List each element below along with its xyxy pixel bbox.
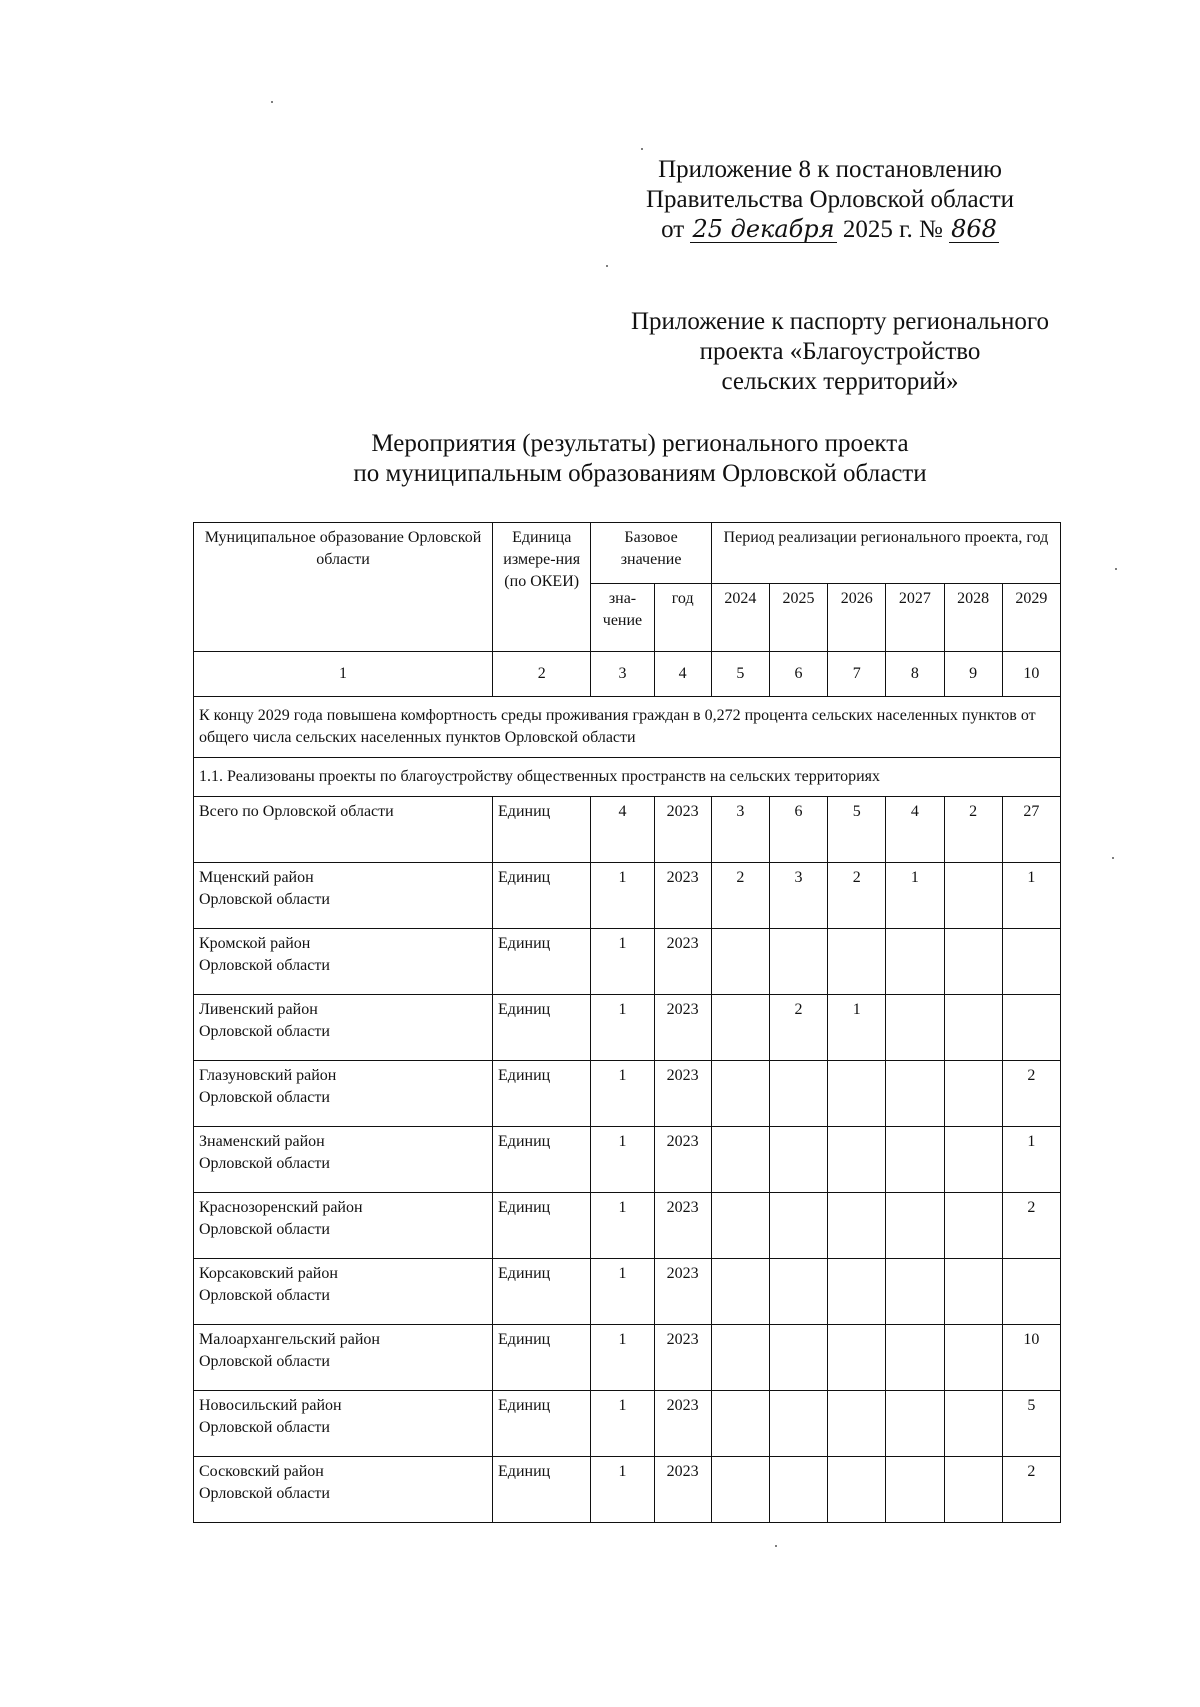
table-row	[194, 929, 1061, 995]
value-cell	[944, 1127, 1002, 1193]
value-cell: 2023	[654, 1325, 711, 1391]
title-line-2: по муниципальным образованиям Орловской области	[353, 460, 927, 487]
value-cell: 2	[1002, 1061, 1060, 1127]
municipality-cell: Кромской район Орловской области	[194, 929, 493, 995]
table-row	[194, 797, 1061, 863]
value-cell: 6	[769, 797, 827, 863]
municipality-cell: Знаменский район Орловской области	[194, 1127, 493, 1193]
col-number: 5	[711, 652, 769, 697]
municipality-cell: Краснозоренский район Орловской области	[194, 1193, 493, 1259]
col-number: 6	[769, 652, 827, 697]
municipality-cell: Малоархангельский район Орловской области	[194, 1325, 493, 1391]
table-row	[194, 1457, 1061, 1523]
value-cell: 1	[591, 1391, 654, 1457]
unit-cell: Единиц	[493, 995, 591, 1061]
scan-speck	[775, 1545, 777, 1547]
value-cell: 5	[828, 797, 886, 863]
unit-cell: Единиц	[493, 863, 591, 929]
value-cell	[828, 1193, 886, 1259]
annex-line-1: Приложение 8 к постановлению	[658, 156, 1002, 183]
col-header-unit: Единица измере-ния (по ОКЕИ)	[493, 523, 591, 652]
value-cell	[769, 1391, 827, 1457]
value-cell	[711, 1391, 769, 1457]
col-header-period: Период реализации регионального проекта, год	[711, 523, 1060, 584]
value-cell	[828, 1457, 886, 1523]
value-cell: 4	[591, 797, 654, 863]
col-header-year-2025: 2025	[769, 584, 827, 652]
value-cell: 2	[944, 797, 1002, 863]
handwritten-date: 25 декабря	[692, 215, 835, 243]
value-cell: 1	[591, 929, 654, 995]
col-header-municipality: Муниципальное образование Орловской области	[194, 523, 493, 652]
value-cell	[944, 1259, 1002, 1325]
col-number: 10	[1002, 652, 1060, 697]
value-cell	[711, 995, 769, 1061]
municipality-cell: Ливенский район Орловской области	[194, 995, 493, 1061]
col-number: 7	[828, 652, 886, 697]
passport-line-2: проекта «Благоустройство	[699, 338, 981, 365]
results-table	[193, 522, 1061, 1523]
value-cell: 2023	[654, 1127, 711, 1193]
value-cell: 2	[1002, 1193, 1060, 1259]
col-header-year-2029: 2029	[1002, 584, 1060, 652]
value-cell: 2023	[654, 1391, 711, 1457]
value-cell: 1	[591, 995, 654, 1061]
col-header-base: Базовое значение	[591, 523, 711, 584]
unit-cell: Единиц	[493, 1259, 591, 1325]
value-cell: 2	[1002, 1457, 1060, 1523]
value-cell	[1002, 1259, 1060, 1325]
value-cell	[944, 1457, 1002, 1523]
annex-date-line	[610, 215, 1050, 245]
handwritten-number: 868	[951, 215, 997, 243]
value-cell	[769, 1259, 827, 1325]
unit-cell: Единиц	[493, 1325, 591, 1391]
value-cell: 2023	[654, 929, 711, 995]
value-cell	[886, 929, 944, 995]
value-cell	[886, 1193, 944, 1259]
goal-text: К концу 2029 года повышена комфортность среды проживания граждан в 0,272 процента сельских населенных пунктов от общего числа сельских населенных пунктов Орловской области	[194, 697, 1061, 758]
table-row	[194, 1325, 1061, 1391]
value-cell	[711, 1193, 769, 1259]
value-cell: 2023	[654, 1193, 711, 1259]
value-cell	[769, 1457, 827, 1523]
value-cell: 2	[769, 995, 827, 1061]
value-cell	[769, 1127, 827, 1193]
col-header-year-2026: 2026	[828, 584, 886, 652]
municipality-cell: Всего по Орловской области	[194, 797, 493, 863]
municipality-cell: Глазуновский район Орловской области	[194, 1061, 493, 1127]
unit-cell: Единиц	[493, 797, 591, 863]
value-cell: 2023	[654, 863, 711, 929]
municipality-cell: Сосковский район Орловской области	[194, 1457, 493, 1523]
value-cell: 1	[828, 995, 886, 1061]
value-cell	[769, 1061, 827, 1127]
col-number: 8	[886, 652, 944, 697]
value-cell	[711, 1061, 769, 1127]
unit-cell: Единиц	[493, 1391, 591, 1457]
table-row	[194, 1391, 1061, 1457]
table-row	[194, 1061, 1061, 1127]
value-cell	[828, 1061, 886, 1127]
value-cell	[828, 1259, 886, 1325]
scan-speck	[1112, 857, 1114, 859]
value-cell: 10	[1002, 1325, 1060, 1391]
value-cell	[886, 1391, 944, 1457]
value-cell	[828, 1325, 886, 1391]
value-cell	[886, 1061, 944, 1127]
value-cell: 1	[1002, 1127, 1060, 1193]
municipality-cell: Корсаковский район Орловской области	[194, 1259, 493, 1325]
col-header-year-2027: 2027	[886, 584, 944, 652]
value-cell: 1	[591, 1061, 654, 1127]
value-cell	[944, 1391, 1002, 1457]
value-cell	[1002, 929, 1060, 995]
result-text: 1.1. Реализованы проекты по благоустройству общественных пространств на сельских территориях	[194, 758, 1061, 797]
value-cell	[769, 1325, 827, 1391]
value-cell	[886, 1457, 944, 1523]
value-cell: 1	[591, 1259, 654, 1325]
value-cell: 1	[591, 1127, 654, 1193]
scan-speck	[641, 148, 643, 150]
value-cell: 2023	[654, 797, 711, 863]
municipality-cell: Новосильский район Орловской области	[194, 1391, 493, 1457]
value-cell	[944, 1193, 1002, 1259]
value-cell: 1	[1002, 863, 1060, 929]
value-cell	[886, 1259, 944, 1325]
value-cell: 1	[886, 863, 944, 929]
year-text: 2025 г. №	[842, 216, 943, 243]
col-number: 1	[194, 652, 493, 697]
passport-line-3: сельских территорий»	[721, 368, 959, 395]
value-cell: 3	[769, 863, 827, 929]
unit-cell: Единиц	[493, 929, 591, 995]
result-row	[194, 758, 1061, 797]
table-row	[194, 863, 1061, 929]
col-header-base-value: зна-чение	[591, 584, 654, 652]
unit-cell: Единиц	[493, 1193, 591, 1259]
value-cell: 3	[711, 797, 769, 863]
value-cell: 2023	[654, 1457, 711, 1523]
value-cell	[944, 1325, 1002, 1391]
column-number-row	[194, 652, 1061, 697]
col-header-year-2024: 2024	[711, 584, 769, 652]
value-cell	[711, 1325, 769, 1391]
scan-speck	[271, 101, 273, 103]
value-cell	[944, 929, 1002, 995]
value-cell: 2	[828, 863, 886, 929]
value-cell	[711, 929, 769, 995]
annex-header	[610, 155, 1050, 245]
value-cell: 1	[591, 1325, 654, 1391]
value-cell: 2023	[654, 1259, 711, 1325]
col-number: 4	[654, 652, 711, 697]
value-cell: 1	[591, 1457, 654, 1523]
value-cell	[711, 1127, 769, 1193]
value-cell	[711, 1259, 769, 1325]
col-number: 2	[493, 652, 591, 697]
value-cell	[769, 1193, 827, 1259]
value-cell: 4	[886, 797, 944, 863]
value-cell: 1	[591, 1193, 654, 1259]
header-row-1	[194, 523, 1061, 584]
value-cell: 2023	[654, 995, 711, 1061]
value-cell	[1002, 995, 1060, 1061]
table-row	[194, 1193, 1061, 1259]
value-cell	[944, 1061, 1002, 1127]
col-header-year-2028: 2028	[944, 584, 1002, 652]
col-header-base-year: год	[654, 584, 711, 652]
value-cell	[944, 995, 1002, 1061]
unit-cell: Единиц	[493, 1457, 591, 1523]
value-cell: 2	[711, 863, 769, 929]
goal-row	[194, 697, 1061, 758]
value-cell	[886, 1127, 944, 1193]
annex-line-2: Правительства Орловской области	[645, 186, 1015, 213]
col-number: 9	[944, 652, 1002, 697]
unit-cell: Единиц	[493, 1061, 591, 1127]
value-cell	[944, 863, 1002, 929]
scan-speck	[1115, 568, 1117, 570]
passport-annex	[600, 307, 1080, 397]
table-row	[194, 1259, 1061, 1325]
value-cell: 2023	[654, 1061, 711, 1127]
municipality-cell: Мценский район Орловской области	[194, 863, 493, 929]
value-cell	[828, 1391, 886, 1457]
scan-speck	[606, 265, 608, 267]
value-cell	[886, 995, 944, 1061]
value-cell: 27	[1002, 797, 1060, 863]
passport-line-1: Приложение к паспорту регионального	[630, 308, 1050, 335]
unit-cell: Единиц	[493, 1127, 591, 1193]
value-cell	[886, 1325, 944, 1391]
col-number: 3	[591, 652, 654, 697]
value-cell	[828, 1127, 886, 1193]
document-title	[280, 429, 1000, 489]
table-row	[194, 995, 1061, 1061]
value-cell	[769, 929, 827, 995]
table-row	[194, 1127, 1061, 1193]
value-cell: 5	[1002, 1391, 1060, 1457]
value-cell: 1	[591, 863, 654, 929]
value-cell	[711, 1457, 769, 1523]
title-line-1: Мероприятия (результаты) регионального проекта	[371, 430, 909, 457]
value-cell	[828, 929, 886, 995]
from-prefix: от	[661, 216, 685, 243]
